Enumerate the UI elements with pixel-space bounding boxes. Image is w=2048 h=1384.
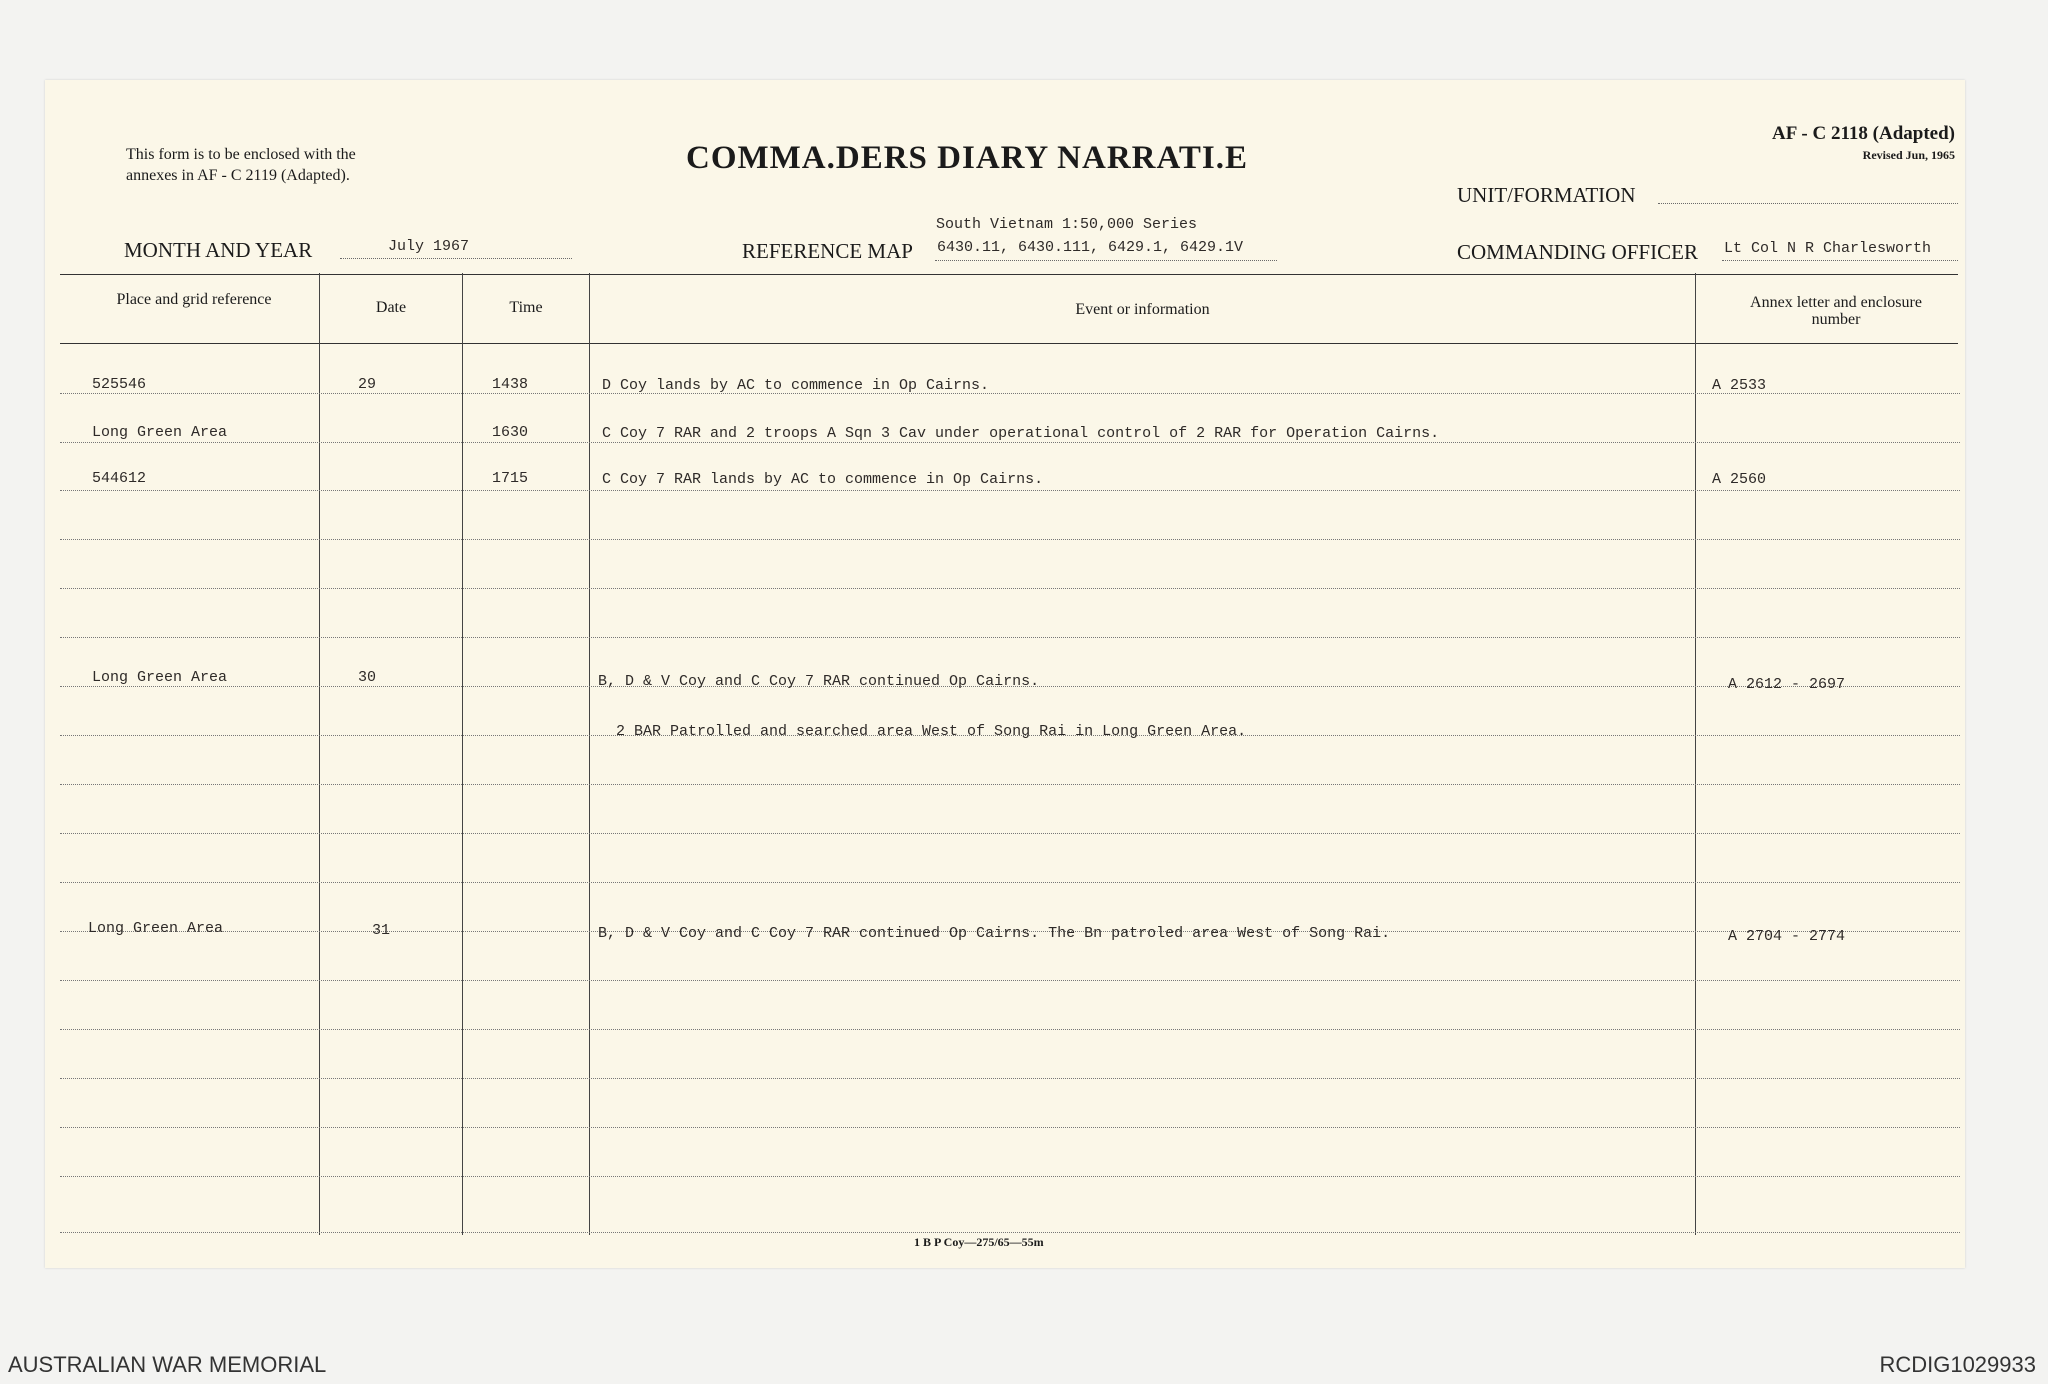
entry-event: C Coy 7 RAR lands by AC to commence in Op Cairns. [602, 471, 1044, 488]
month-year-label: MONTH AND YEAR [124, 238, 313, 262]
enclosure-note [126, 144, 356, 186]
entry-place: Long Green Area [92, 424, 228, 441]
entry-event: 2 BAR Patrolled and searched area West of Song Rai in Long Green Area. [616, 723, 1247, 740]
entry-date: 31 [372, 922, 391, 939]
reference-map-field [935, 239, 1277, 261]
entry-place: 544612 [92, 470, 147, 487]
entry-date: 30 [358, 669, 377, 686]
entry-place: 525546 [92, 376, 147, 393]
col-header-date: Date [375, 299, 407, 316]
commanding-officer-field [1722, 240, 1958, 261]
col-header-event: Event or information [1075, 301, 1210, 318]
ruled-line [60, 637, 1960, 638]
table-header-rule [60, 343, 1958, 344]
ruled-line [60, 588, 1960, 589]
commanding-officer-value: Lt Col N R Charlesworth [1724, 240, 1932, 257]
entry-place: Long Green Area [88, 920, 224, 937]
unit-formation-field [1658, 203, 1958, 204]
ruled-line [60, 980, 1960, 981]
divider-place-date [319, 273, 320, 1235]
col-header-annex: Annex letter and enclosure number [1750, 294, 1922, 328]
ruled-line [60, 1029, 1960, 1030]
entry-event: B, D & V Coy and C Coy 7 RAR continued Op Cairns. [598, 673, 1040, 690]
reference-map-label: REFERENCE MAP [742, 239, 913, 263]
revised-date: Revised Jun, 1965 [1862, 148, 1955, 162]
entry-event: C Coy 7 RAR and 2 troops A Sqn 3 Cav under operational control of 2 RAR for Operation Cairns. [602, 425, 1440, 442]
ruled-line [60, 442, 1960, 443]
form-code: AF - C 2118 (Adapted) [1772, 123, 1955, 144]
divider-time-event [589, 273, 590, 1235]
month-year-value: July 1967 [388, 238, 470, 255]
reference-map-value: 6430.11, 6430.111, 6429.1, 6429.1V [937, 239, 1244, 256]
entry-annex: A 2533 [1712, 377, 1767, 394]
unit-formation-label: UNIT/FORMATION [1457, 183, 1636, 207]
map-series: South Vietnam 1:50,000 Series [936, 216, 1198, 233]
ruled-line [60, 1078, 1960, 1079]
ruled-line [60, 393, 1960, 394]
ruled-line [60, 539, 1960, 540]
commanding-officer-label: COMMANDING OFFICER [1457, 240, 1698, 264]
ruled-line [60, 784, 1960, 785]
entry-place: Long Green Area [92, 669, 228, 686]
ruled-line [60, 1232, 1960, 1233]
col-header-time: Time [509, 299, 543, 316]
enclosure-note-line2: annexes in AF - C 2119 (Adapted). [126, 167, 350, 184]
entry-date: 29 [358, 376, 377, 393]
entry-time: 1438 [492, 376, 529, 393]
month-year-field [340, 238, 572, 259]
ruled-line [60, 833, 1960, 834]
divider-event-annex [1695, 273, 1696, 1235]
entry-annex: A 2612 - 2697 [1728, 676, 1846, 693]
entry-time: 1715 [492, 470, 529, 487]
entry-event: B, D & V Coy and C Coy 7 RAR continued Op Cairns. The Bn patroled area West of Song Rai. [598, 925, 1391, 942]
table-top-rule [60, 274, 1958, 275]
enclosure-note-line1: This form is to be enclosed with the [126, 146, 356, 163]
divider-date-time [462, 273, 463, 1235]
ruled-line [60, 882, 1960, 883]
ruled-line [60, 490, 1960, 491]
form-title: COMMA.DERS DIARY NARRATI.E [686, 140, 1249, 176]
printer-note: 1 B P Coy—275/65—55m [914, 1235, 1044, 1249]
entry-annex: A 2704 - 2774 [1728, 928, 1846, 945]
col-header-place: Place and grid reference [116, 291, 272, 308]
entry-annex: A 2560 [1712, 471, 1767, 488]
entry-event: D Coy lands by AC to commence in Op Cairns. [602, 377, 990, 394]
archive-credit: AUSTRALIAN WAR MEMORIAL [8, 1352, 327, 1377]
ruled-line [60, 1176, 1960, 1177]
ruled-line [60, 1127, 1960, 1128]
entry-time: 1630 [492, 424, 529, 441]
archive-id: RCDIG1029933 [1879, 1352, 2036, 1377]
